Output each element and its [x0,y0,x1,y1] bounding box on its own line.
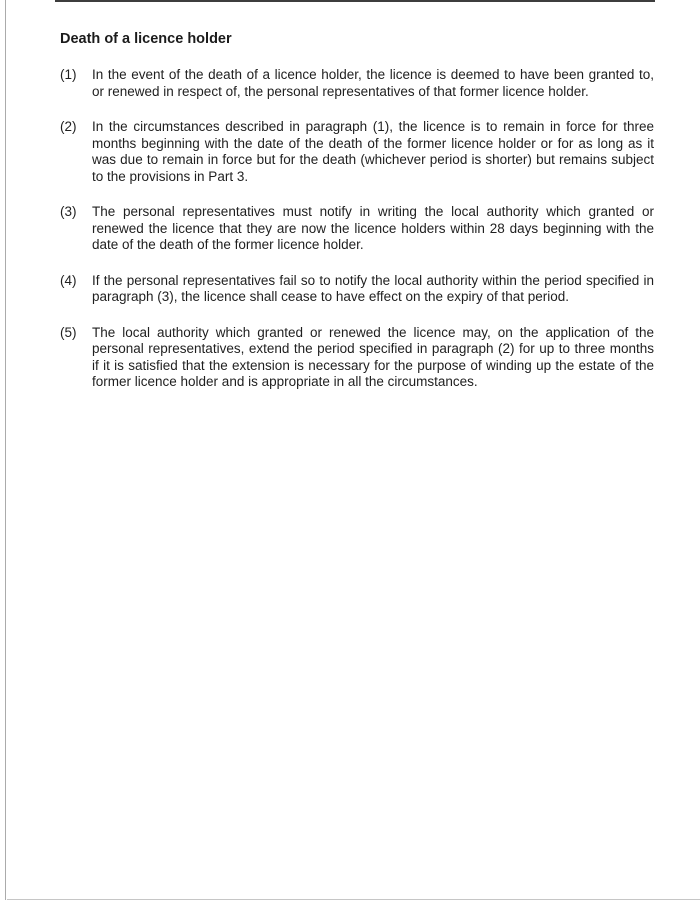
clause-1 [60,67,654,100]
clause-number: (3) [60,204,77,219]
clause-3 [60,204,654,254]
document-page [60,31,654,410]
clause-4 [60,273,654,306]
clause-text: In the event of the death of a licence holder, the licence is deemed to have been granted to, or renewed in respect of, the personal representatives of that former licence holder. [92,67,654,99]
clause-number: (1) [60,67,77,82]
clause-number: (2) [60,119,77,134]
scan-edge-top [55,0,655,2]
clause-text: The local authority which granted or renewed the licence may, on the application of the personal representatives, extend the period specified in paragraph (2) for up to three months if it is satisfied that the extension is necessary for the purpose of winding up the estate of the former licence holder and is appropriate in all the circumstances. [92,324,654,389]
clause-number: (4) [60,272,77,288]
clause-text: In the circumstances described in paragraph (1), the licence is to remain in force for three months beginning with the date of the death of the former licence holder or for as long as it was due to remain in force but for the death (whichever period is shorter) but remains subject to the provisions in Part 3. [92,119,654,184]
section-heading: Death of a licence holder [60,31,232,47]
clause-number: (5) [60,324,77,340]
clause-text: The personal representatives must notify in writing the local authority which granted or renewed the licence that they are now the licence holders within 28 days beginning with the date of the death of the former licence holder. [92,204,654,252]
scan-edge-left [5,0,6,900]
clause-2 [60,119,654,185]
clause-5 [60,325,654,391]
clause-text: If the personal representatives fail so to notify the local authority within the period specified in paragraph (3), the licence shall cease to have effect on the expiry of that period. [92,272,654,304]
